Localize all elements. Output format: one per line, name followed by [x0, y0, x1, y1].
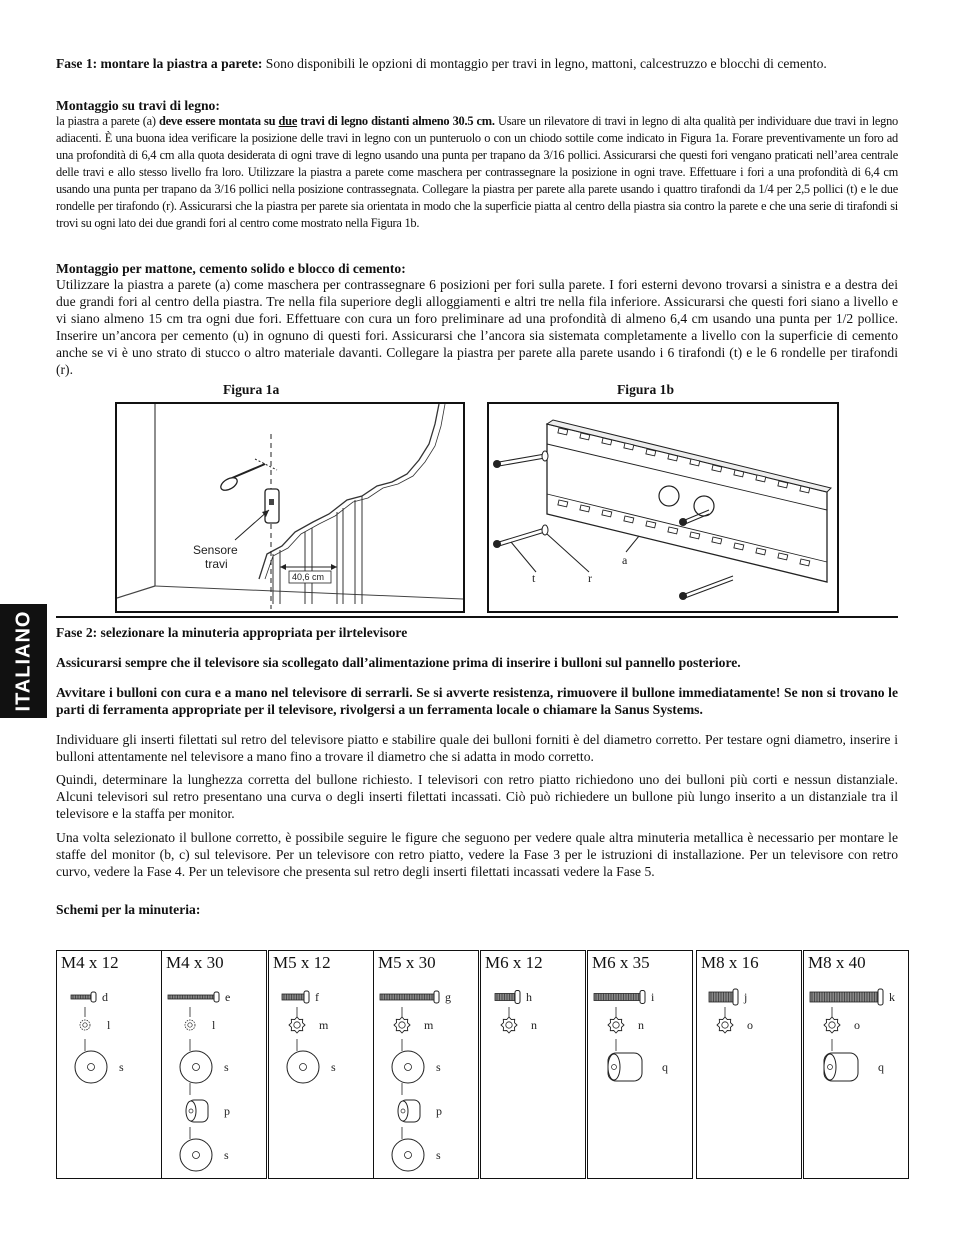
flat-washer-icon [392, 1139, 424, 1171]
label-a: a [622, 553, 628, 567]
step1-title: Fase 1: montare la piastra a parete: [56, 56, 263, 71]
bolt-label: h [526, 990, 532, 1004]
washer-label: m [424, 1018, 434, 1032]
part-label: s [224, 1060, 229, 1074]
dimension-label: 40,6 cm [292, 572, 325, 582]
bolt-label: k [889, 990, 895, 1004]
sensor-label-1: Sensore [193, 543, 238, 557]
label-t: t [532, 571, 536, 585]
bolt-icon [810, 992, 878, 1002]
part-label: p [224, 1104, 230, 1118]
flat-washer-icon [287, 1051, 319, 1083]
wood-text-a: la piastra a parete (a) [56, 114, 159, 128]
step1-intro-text: Sono disponibili le opzioni di montaggio per travi in legno, mattoni, calcestruzzo e blocchi di cemento. [262, 56, 827, 71]
lock-washer-icon [608, 1017, 624, 1033]
part-label: q [662, 1060, 668, 1074]
bolt-label: d [102, 990, 108, 1004]
figure-1a [115, 402, 465, 613]
hardware-card [373, 950, 479, 1179]
wood-paragraph [56, 113, 898, 232]
hardware-size-label: M8 x 16 [701, 953, 759, 972]
step2-paragraph-2: Quindi, determinare la lunghezza corretta del bullone richiesto. I televisori con retro piatto richiedono uno dei bulloni più corti e nessun distanziale. Alcuni televisori sul retro presentano una curva o degli inserti filettati incassati. Ciò può richiedere un bullone più lungo inserito a un distanziale tra il televisore e la staffa per monitor. [56, 772, 898, 821]
brick-paragraph: Utilizzare la piastra a parete (a) come maschera per contrassegnare 6 posizioni per fori sulla parete. I fori esterni devono trovarsi a sinistra e a destra dei due grandi fori al centro della piastra. Tre nella fila superiore degli alloggiamenti e altri tre nella fila inferiore. Assicurarsi che questi fori siano a livello e vi siano almeno 15 cm tra ogni due fori. Effettuare con cura un foro preliminare ad una profondità di almeno 6,4 cm usando una punta per 1/2 pollice. Inserire un’ancora per cemento (u) in ognuno di questi fori. Assicurarsi che l’ancora sia sistemata completamente a livello con la superficie di cemento anche se vi è uno strato di stucco o altro materiale davanti. Collegare la piastra per parete alla parete usando i 6 tirafondi (t) e le 6 rondelle per tirafondi (r). [56, 277, 898, 377]
hardware-card [803, 950, 909, 1179]
figure-1b-caption: Figura 1b [617, 382, 675, 397]
washer-label: o [747, 1018, 753, 1032]
lock-washer-icon [501, 1017, 517, 1033]
wood-text-bold-underlined: due [278, 114, 298, 128]
hardware-card [480, 950, 586, 1179]
flat-washer-icon [75, 1051, 107, 1083]
sensor-label-2: travi [205, 557, 228, 571]
hardware-size-label: M6 x 12 [485, 953, 543, 972]
part-label: s [436, 1148, 441, 1162]
bolt-label: i [651, 990, 655, 1004]
lock-washer-icon [717, 1017, 733, 1033]
part-label: q [878, 1060, 884, 1074]
step1-intro [56, 55, 898, 72]
bolt-icon [282, 994, 304, 1000]
washer-label: o [854, 1018, 860, 1032]
lock-washer-icon [394, 1017, 410, 1033]
washer-label: n [638, 1018, 644, 1032]
hardware-diagram [697, 951, 801, 1178]
spacer-icon [398, 1100, 420, 1122]
hardware-diagram [588, 951, 692, 1178]
hardware-card [696, 950, 802, 1179]
wood-text-bold-1: deve essere montata su [159, 114, 279, 128]
brick-heading: Montaggio per mattone, cemento solido e blocco di cemento: [56, 261, 406, 276]
washer-label: l [107, 1018, 111, 1032]
hardware-size-label: M4 x 12 [61, 953, 119, 972]
hardware-schemes-heading: Schemi per la minuteria: [56, 902, 201, 917]
lock-washer-icon [289, 1017, 305, 1033]
bolt-label: e [225, 990, 231, 1004]
step2-paragraph-3: Una volta selezionato il bullone corretto, è possibile seguire le figure che seguono per vedere quale altra minuteria metallica è necessario per montare le staffe del monitor (b, c) sul televisore. Per un televisore con retro piatto, vedere la Fase 3 per le istruzioni di installazione. Per un televisore con retro curvo, vedere la Fase 4. Per un televisore che presenta sul retro degli inserti filettati incassati vedere la Fase 5. [56, 830, 898, 879]
hardware-diagram [374, 951, 478, 1178]
hardware-diagram [804, 951, 908, 1178]
spacer-icon [186, 1100, 208, 1122]
part-label: s [331, 1060, 336, 1074]
part-label: s [119, 1060, 124, 1074]
part-label: s [224, 1148, 229, 1162]
spacer-icon [824, 1053, 858, 1081]
spacer-icon [608, 1053, 642, 1081]
language-tab-label: ITALIANO [12, 610, 34, 712]
hardware-diagram [162, 951, 266, 1178]
hardware-card [161, 950, 267, 1179]
wood-text-c: Usare un rilevatore di travi in legno di alta qualità per individuare due travi in legno adiacenti. È una buona idea verificare la posizione delle travi in legno con un punteruolo o con un chiodo sottile come indicato in Figura 1a. Forare preventivamente un foro ad una profondità di 6,4 cm alla quota desiderata di ogni trave di legno usando una punta per trapano da 3/16 pollici. Assicurarsi che questi fori vengano praticati nell’area centrale delle travi e allo stesso livello fra loro. Utilizzare la piastra a parete come maschera per contrassegnare la posizione in ogni trave. Effettuare i fori a una profondità di 6,4 cm usando una punta per trapano da 3/16 pollici nella posizione contrassegnata. Collegare la piastra per parete alla parete usando i quattro tirafondi da 1/4 per 2,5 pollici (t) e le due rondelle per tirafondo (r). Assicurarsi che la piastra per parete sia orientata in modo che la superficie piatta al centro della piastra sia contro la parete e che una serie di tirafondi si trovi su ogni lato dei due grandi fori al centro come mostrato nella Figura 1b. [56, 114, 898, 230]
hardware-diagram [57, 951, 161, 1178]
washer-icon [80, 1020, 90, 1030]
hardware-size-label: M8 x 40 [808, 953, 866, 972]
step2-paragraph-1: Individuare gli inserti filettati sul retro del televisore piatto e stabilire quale dei bulloni forniti è del diametro corretto. Per testare ogni diametro, inserire i bulloni attentamente nel televisore a mano fino a trovare il diametro che si adatta in modo corretto. [56, 732, 898, 764]
flat-washer-icon [180, 1139, 212, 1171]
label-r: r [588, 571, 592, 585]
figure-1a-caption: Figura 1a [223, 382, 280, 397]
part-label: s [436, 1060, 441, 1074]
bolt-label: f [315, 990, 319, 1004]
washer-label: m [319, 1018, 329, 1032]
flat-washer-icon [392, 1051, 424, 1083]
section-divider [56, 616, 898, 618]
wood-text-bold-2: travi di legno distanti almeno 30.5 cm. [297, 114, 495, 128]
step2-title: Fase 2: selezionare la minuteria appropriata per ilrtelevisore [56, 625, 408, 640]
step2-warning-2: Avvitare i bulloni con cura e a mano nel televisore di serrarli. Se si avverte resistenza, rimuovere il bullone immediatamente! Se non si trovano le parti di ferramenta appropriate per il televisore, rivolgersi a un ferramenta locale o chiamare la Sanus Systems. [56, 685, 898, 717]
hardware-size-label: M4 x 30 [166, 953, 224, 972]
bolt-label: g [445, 990, 451, 1004]
figure-1a-drawing [117, 404, 463, 611]
hardware-diagram [269, 951, 373, 1178]
hardware-card [268, 950, 374, 1179]
hardware-card [587, 950, 693, 1179]
hardware-size-label: M5 x 30 [378, 953, 436, 972]
lock-washer-icon [824, 1017, 840, 1033]
hardware-size-label: M5 x 12 [273, 953, 331, 972]
part-label: p [436, 1104, 442, 1118]
hardware-size-label: M6 x 35 [592, 953, 650, 972]
washer-label: l [212, 1018, 216, 1032]
figure-1b [487, 402, 839, 613]
flat-washer-icon [180, 1051, 212, 1083]
hardware-diagram [481, 951, 585, 1178]
wood-heading: Montaggio su travi di legno: [56, 98, 220, 113]
washer-label: n [531, 1018, 537, 1032]
hardware-card [56, 950, 162, 1179]
language-tab [0, 604, 47, 718]
step2-warning-1: Assicurarsi sempre che il televisore sia scollegato dall’alimentazione prima di inserire i bulloni sul pannello posteriore. [56, 655, 741, 670]
washer-icon [185, 1020, 195, 1030]
figure-1b-drawing [489, 404, 837, 611]
bolt-label: j [744, 990, 748, 1004]
